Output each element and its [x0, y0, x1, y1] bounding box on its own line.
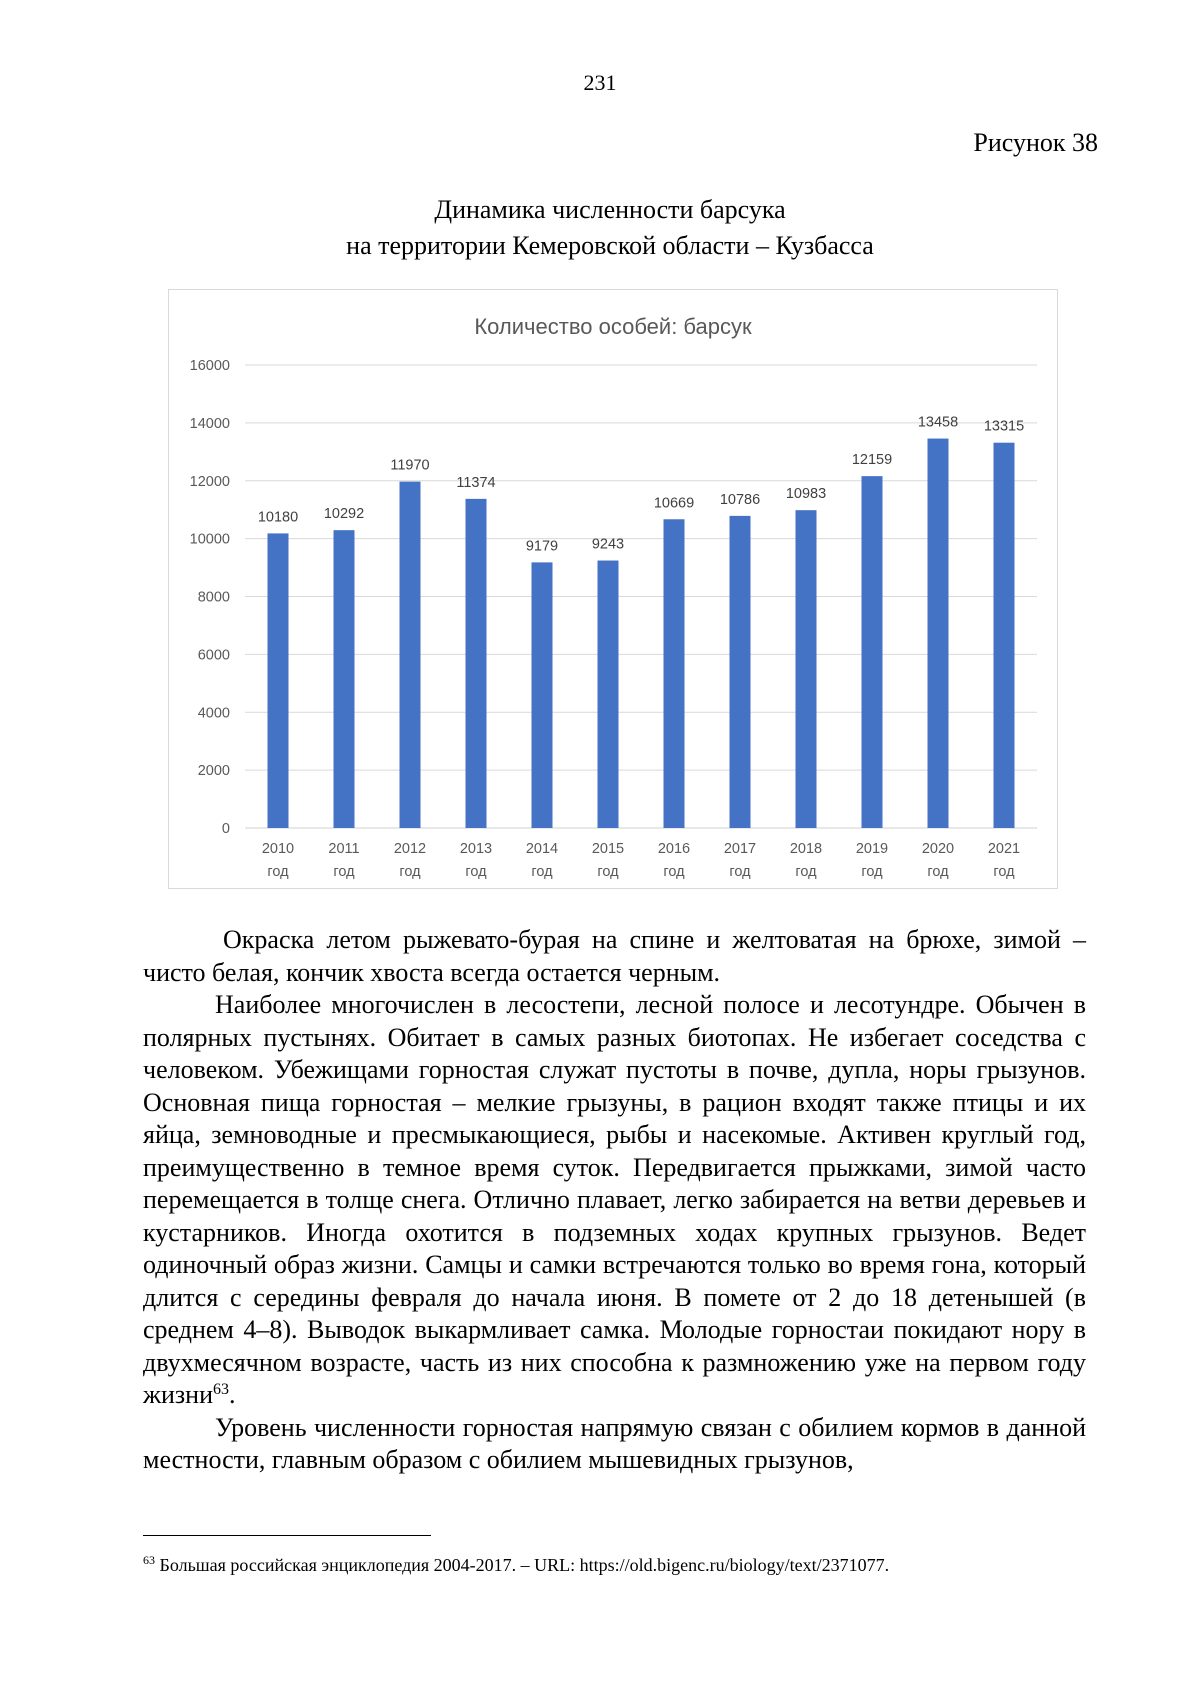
- y-tick-label: 14000: [189, 415, 230, 432]
- bar: [466, 499, 487, 828]
- x-tick-label-unit: год: [927, 864, 949, 880]
- data-label: 10786: [719, 491, 761, 508]
- data-label: 10180: [257, 509, 299, 526]
- paragraph-2: [143, 989, 1086, 1412]
- x-tick-label-unit: год: [597, 864, 619, 880]
- x-tick-label: 2014: [525, 841, 559, 857]
- x-tick-label: 2011: [328, 841, 360, 857]
- x-tick-label-unit: год: [795, 864, 817, 880]
- bar: [400, 482, 421, 828]
- y-tick-label: 6000: [197, 647, 230, 664]
- footnote-divider: [143, 1535, 431, 1536]
- x-tick-label: 2019: [855, 841, 889, 857]
- y-tick-label: 12000: [189, 473, 230, 490]
- bar: [862, 476, 883, 828]
- bar: [334, 530, 355, 828]
- bar: [928, 439, 949, 828]
- bar: [730, 516, 751, 828]
- x-tick-label-unit: год: [465, 864, 487, 880]
- y-tick-label: 10000: [189, 531, 230, 548]
- data-label: 11374: [456, 474, 496, 491]
- data-label: 10292: [323, 506, 365, 523]
- figure-title-line-2: на территории Кемеровской области – Кузбасса: [346, 231, 874, 260]
- data-label: 13315: [983, 418, 1025, 435]
- footnote-number: 63: [143, 1553, 155, 1567]
- x-tick-label: 2010: [261, 841, 295, 857]
- x-tick-label: 2017: [723, 841, 757, 857]
- y-tick-label: 8000: [197, 589, 230, 606]
- footnote-text: Большая российская энциклопедия 2004-2017. – URL: https://old.bigenc.ru/biology/text/2371077.: [155, 1555, 890, 1575]
- bar-chart: [169, 290, 1057, 888]
- x-tick-label-unit: год: [531, 864, 553, 880]
- y-tick-label: 0: [221, 821, 230, 837]
- paragraph-1: Окраска летом рыжевато-бурая на спине и желтоватая на брюхе, зимой – чисто белая, кончик хвоста всегда остается черным.: [143, 925, 1086, 987]
- paragraph-2-end: .: [228, 1380, 236, 1409]
- x-tick-label-unit: год: [663, 864, 685, 880]
- y-tick-label: 16000: [189, 358, 230, 374]
- y-tick-label: 2000: [197, 763, 230, 780]
- footnote-ref[interactable]: 63: [212, 1381, 229, 1398]
- x-tick-label-unit: год: [861, 864, 883, 880]
- data-label: 13458: [917, 414, 959, 431]
- data-label: 9179: [525, 538, 559, 555]
- data-label: 9243: [591, 536, 625, 553]
- bar: [664, 519, 685, 828]
- x-tick-label: 2012: [393, 841, 427, 857]
- bar: [796, 510, 817, 828]
- bar: [994, 443, 1015, 828]
- x-tick-label: 2020: [921, 841, 955, 857]
- bar: [598, 561, 619, 828]
- x-tick-label-unit: год: [399, 864, 421, 880]
- figure-title-line-1: Динамика численности барсука: [434, 195, 786, 224]
- paragraph-2-text: Наиболее многочислен в лесостепи, лесной полосе и лесотундре. Обычен в полярных пустынях. Обитает в самых разных биотопах. Не избегает соседства с человеком. Убежищами горностая служат пустоты в почве, дупла, норы грызунов. Основная пища горностая – мелкие грызуны, в рацион входят также птицы и их яйца, земноводные и пресмыкающиеся, рыбы и насекомые. Активен круглый год, преимущественно в темное время суток. Передвигается прыжками, зимой часто перемещается в толще снега. Отлично плавает, легко забирается на ветви деревьев и кустарников. Иногда охотится в подземных ходах крупных грызунов. Ведет одиночный образ жизни. Самцы и самки встречаются только во время гона, который длится с середины февраля до начала июня. В помете от 2 до 18 детенышей (в среднем 4–8). Выводок выкармливает самка. Молодые горностаи покидают нору в двухмесячном возрасте, часть из них способна к размножению уже на первом году жизни: [143, 990, 1086, 1409]
- x-tick-label-unit: год: [333, 864, 355, 880]
- figure-label: Рисунок 38: [973, 128, 1098, 157]
- x-tick-label-unit: год: [993, 864, 1015, 880]
- data-label: 10983: [785, 486, 827, 503]
- figure-title: [0, 192, 1200, 264]
- data-label: 10669: [653, 495, 695, 512]
- bar: [532, 562, 553, 828]
- data-label: 12159: [851, 452, 893, 469]
- x-tick-label: 2015: [591, 841, 625, 857]
- paragraph-3: Уровень численности горностая напрямую связан с обилием кормов в данной местности, главным образом с обилием мышевидных грызунов,: [143, 1412, 1086, 1474]
- x-tick-label: 2018: [789, 841, 823, 857]
- x-tick-label-unit: год: [729, 864, 751, 880]
- chart-title: Количество особей: барсук: [474, 314, 752, 339]
- y-tick-label: 4000: [197, 705, 230, 722]
- bar: [268, 533, 289, 828]
- x-tick-label: 2021: [987, 841, 1021, 857]
- page-number: 231: [583, 70, 617, 95]
- body-text: [143, 924, 1086, 1477]
- data-label: 11970: [390, 457, 430, 474]
- x-tick-label-unit: год: [267, 864, 289, 880]
- chart-frame: [168, 289, 1058, 889]
- x-tick-label: 2013: [459, 841, 493, 857]
- footnote: [143, 1553, 1093, 1577]
- x-tick-label: 2016: [657, 841, 691, 857]
